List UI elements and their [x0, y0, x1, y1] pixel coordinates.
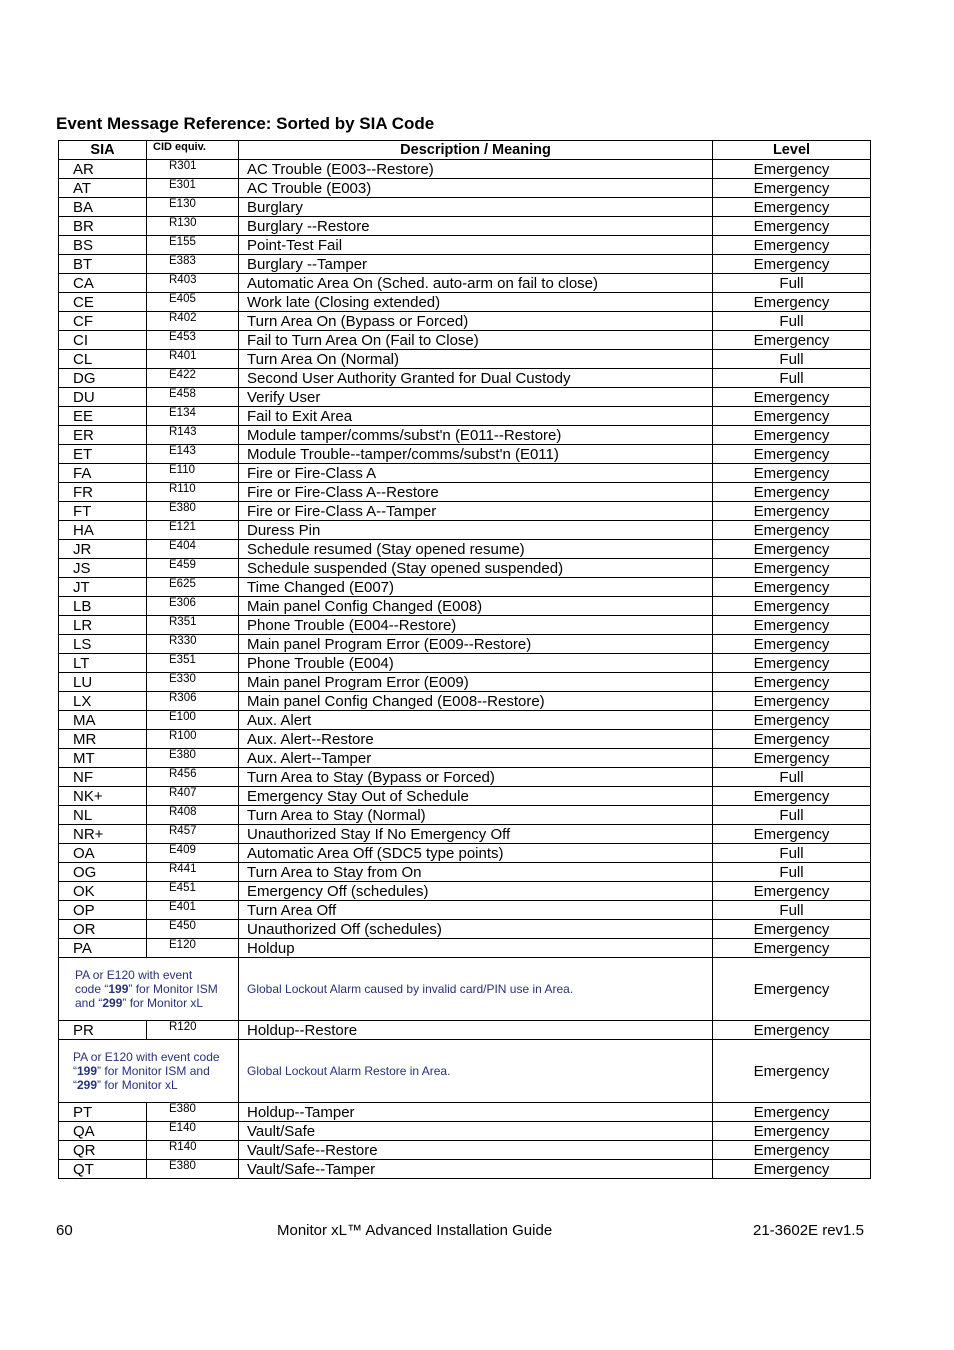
sia-code: HA	[59, 521, 147, 540]
description: Burglary	[239, 198, 713, 217]
cid-code: R100	[147, 730, 239, 749]
note-line: ” for Monitor xL	[97, 1078, 178, 1092]
level: Full	[713, 844, 871, 863]
sia-code: LX	[59, 692, 147, 711]
note-section-1	[59, 958, 871, 1021]
sia-code: JR	[59, 540, 147, 559]
cid-code: E458	[147, 388, 239, 407]
note-code: 199	[77, 1064, 98, 1078]
note-line: ” for Monitor ISM and	[97, 1064, 210, 1078]
note-line: ” for Monitor xL	[122, 996, 204, 1010]
description: Second User Authority Granted for Dual Custody	[239, 369, 713, 388]
sia-code: PA	[59, 939, 147, 958]
description: Point-Test Fail	[239, 236, 713, 255]
sia-code: AR	[59, 160, 147, 179]
note-line: and “	[75, 996, 103, 1010]
document-number: 21-3602E rev1.5	[753, 1222, 864, 1239]
level: Full	[713, 806, 871, 825]
cid-code: R402	[147, 312, 239, 331]
level: Emergency	[713, 1160, 871, 1179]
cid-code: R130	[147, 217, 239, 236]
level: Emergency	[713, 825, 871, 844]
description: Unauthorized Off (schedules)	[239, 920, 713, 939]
description: Main panel Config Changed (E008--Restore)	[239, 692, 713, 711]
cid-code: R140	[147, 1141, 239, 1160]
cid-code: E380	[147, 749, 239, 768]
table-row	[59, 559, 871, 578]
description: Holdup--Tamper	[239, 1103, 713, 1122]
cid-code: R120	[147, 1021, 239, 1040]
level: Emergency	[713, 654, 871, 673]
sia-code: CL	[59, 350, 147, 369]
level: Emergency	[713, 1021, 871, 1040]
table-row	[59, 293, 871, 312]
description: Fire or Fire-Class A--Restore	[239, 483, 713, 502]
sia-code: OP	[59, 901, 147, 920]
level: Emergency	[713, 730, 871, 749]
description: Vault/Safe--Tamper	[239, 1160, 713, 1179]
description: Automatic Area Off (SDC5 type points)	[239, 844, 713, 863]
sia-code: NF	[59, 768, 147, 787]
sia-code: QA	[59, 1122, 147, 1141]
note-code: 299	[77, 1078, 98, 1092]
cid-code: E401	[147, 901, 239, 920]
level: Emergency	[713, 179, 871, 198]
level: Emergency	[713, 1141, 871, 1160]
cid-code: R306	[147, 692, 239, 711]
table-row	[59, 692, 871, 711]
cid-code: R401	[147, 350, 239, 369]
table-row	[59, 1021, 871, 1040]
note-description: Global Lockout Alarm caused by invalid card/PIN use in Area.	[239, 958, 713, 1021]
level: Full	[713, 312, 871, 331]
table-row	[59, 198, 871, 217]
table-row	[59, 825, 871, 844]
sia-code: CI	[59, 331, 147, 350]
table-row	[59, 217, 871, 236]
cid-code: E120	[147, 939, 239, 958]
cid-code: R441	[147, 863, 239, 882]
table-row	[59, 578, 871, 597]
table-row	[59, 464, 871, 483]
page-number: 60	[56, 1222, 73, 1239]
cid-code: E380	[147, 502, 239, 521]
table-row	[59, 160, 871, 179]
description: Module Trouble--tamper/comms/subst'n (E011)	[239, 445, 713, 464]
sia-code: MR	[59, 730, 147, 749]
note-line: PA or E120 with event code	[73, 1050, 220, 1064]
description: Turn Area On (Normal)	[239, 350, 713, 369]
level: Emergency	[713, 502, 871, 521]
cid-code: E140	[147, 1122, 239, 1141]
level: Emergency	[713, 939, 871, 958]
table-row	[59, 1122, 871, 1141]
cid-code: R110	[147, 483, 239, 502]
table-row	[59, 920, 871, 939]
sia-code: BT	[59, 255, 147, 274]
level: Full	[713, 274, 871, 293]
header-description: Description / Meaning	[239, 141, 713, 160]
level: Emergency	[713, 464, 871, 483]
note-line: “	[73, 1064, 77, 1078]
sia-code: MT	[59, 749, 147, 768]
table-body	[59, 1103, 871, 1179]
cid-code: R408	[147, 806, 239, 825]
table-row	[59, 407, 871, 426]
table-row	[59, 274, 871, 293]
description: Duress Pin	[239, 521, 713, 540]
sia-code: JT	[59, 578, 147, 597]
page-title: Event Message Reference: Sorted by SIA Code	[56, 114, 435, 133]
cid-code: R407	[147, 787, 239, 806]
table-row-note	[59, 958, 871, 1021]
table-body	[59, 160, 871, 958]
level: Emergency	[713, 293, 871, 312]
table-row	[59, 787, 871, 806]
table-row	[59, 236, 871, 255]
table-row	[59, 255, 871, 274]
level: Emergency	[713, 445, 871, 464]
level: Emergency	[713, 521, 871, 540]
note-line: code “	[75, 982, 109, 996]
description: Phone Trouble (E004--Restore)	[239, 616, 713, 635]
sia-code: BA	[59, 198, 147, 217]
description: Emergency Stay Out of Schedule	[239, 787, 713, 806]
table-body	[59, 1021, 871, 1040]
level: Full	[713, 369, 871, 388]
sia-code: OA	[59, 844, 147, 863]
sia-code: JS	[59, 559, 147, 578]
description: Vault/Safe--Restore	[239, 1141, 713, 1160]
table-row	[59, 635, 871, 654]
level: Emergency	[713, 483, 871, 502]
description: Verify User	[239, 388, 713, 407]
description: Schedule suspended (Stay opened suspended)	[239, 559, 713, 578]
level: Emergency	[713, 597, 871, 616]
cid-code: E155	[147, 236, 239, 255]
sia-code: NK+	[59, 787, 147, 806]
note-line: “	[73, 1078, 77, 1092]
cid-code: R301	[147, 160, 239, 179]
header-level: Level	[713, 141, 871, 160]
table-row	[59, 369, 871, 388]
cid-code: E404	[147, 540, 239, 559]
sia-code: OG	[59, 863, 147, 882]
description: Turn Area to Stay from On	[239, 863, 713, 882]
level: Emergency	[713, 882, 871, 901]
sia-code: QR	[59, 1141, 147, 1160]
description: Fail to Exit Area	[239, 407, 713, 426]
table-row	[59, 616, 871, 635]
level: Emergency	[713, 198, 871, 217]
cid-code: E409	[147, 844, 239, 863]
table-row	[59, 445, 871, 464]
description: Emergency Off (schedules)	[239, 882, 713, 901]
sia-code: CA	[59, 274, 147, 293]
table-row	[59, 312, 871, 331]
description: Burglary --Restore	[239, 217, 713, 236]
event-reference-table	[58, 140, 871, 1179]
description: AC Trouble (E003--Restore)	[239, 160, 713, 179]
header-cid: CID equiv.	[147, 141, 239, 160]
level: Emergency	[713, 1122, 871, 1141]
table-row	[59, 901, 871, 920]
table-row	[59, 597, 871, 616]
description: Time Changed (E007)	[239, 578, 713, 597]
cid-code: E380	[147, 1160, 239, 1179]
description: AC Trouble (E003)	[239, 179, 713, 198]
cid-code: E351	[147, 654, 239, 673]
cid-code: E134	[147, 407, 239, 426]
level: Emergency	[713, 388, 871, 407]
table-row	[59, 749, 871, 768]
sia-code: OK	[59, 882, 147, 901]
cid-code: E459	[147, 559, 239, 578]
description: Fire or Fire-Class A	[239, 464, 713, 483]
sia-code: BR	[59, 217, 147, 236]
level: Emergency	[713, 540, 871, 559]
note-level: Emergency	[713, 1040, 871, 1103]
table-row	[59, 654, 871, 673]
table-row	[59, 426, 871, 445]
table-row	[59, 806, 871, 825]
table-row	[59, 521, 871, 540]
cid-code: E306	[147, 597, 239, 616]
level: Emergency	[713, 692, 871, 711]
description: Unauthorized Stay If No Emergency Off	[239, 825, 713, 844]
description: Fire or Fire-Class A--Tamper	[239, 502, 713, 521]
cid-code: E405	[147, 293, 239, 312]
level: Emergency	[713, 331, 871, 350]
cid-code: R351	[147, 616, 239, 635]
level: Emergency	[713, 635, 871, 654]
note-line: ” for Monitor ISM	[128, 982, 218, 996]
level: Emergency	[713, 578, 871, 597]
sia-code: FR	[59, 483, 147, 502]
note-cid-text	[59, 1040, 239, 1103]
table-row	[59, 768, 871, 787]
table-row	[59, 863, 871, 882]
description: Aux. Alert	[239, 711, 713, 730]
sia-code: FT	[59, 502, 147, 521]
table-row	[59, 730, 871, 749]
description: Automatic Area On (Sched. auto-arm on fail to close)	[239, 274, 713, 293]
table-row	[59, 179, 871, 198]
cid-code: E451	[147, 882, 239, 901]
note-level: Emergency	[713, 958, 871, 1021]
sia-code: AT	[59, 179, 147, 198]
description: Turn Area to Stay (Normal)	[239, 806, 713, 825]
sia-code: MA	[59, 711, 147, 730]
description: Burglary --Tamper	[239, 255, 713, 274]
sia-code: ET	[59, 445, 147, 464]
sia-code: BS	[59, 236, 147, 255]
cid-code: E383	[147, 255, 239, 274]
level: Emergency	[713, 616, 871, 635]
description: Holdup--Restore	[239, 1021, 713, 1040]
sia-code: QT	[59, 1160, 147, 1179]
level: Emergency	[713, 160, 871, 179]
table-row	[59, 1103, 871, 1122]
cid-code: E625	[147, 578, 239, 597]
sia-code: LU	[59, 673, 147, 692]
sia-code: LB	[59, 597, 147, 616]
cid-code: E130	[147, 198, 239, 217]
description: Main panel Program Error (E009)	[239, 673, 713, 692]
description: Main panel Config Changed (E008)	[239, 597, 713, 616]
sia-code: LT	[59, 654, 147, 673]
guide-title: Monitor xL™ Advanced Installation Guide	[277, 1222, 553, 1239]
table-row	[59, 350, 871, 369]
table-row	[59, 1141, 871, 1160]
sia-code: DG	[59, 369, 147, 388]
level: Full	[713, 901, 871, 920]
level: Emergency	[713, 749, 871, 768]
description: Module tamper/comms/subst'n (E011--Restore)	[239, 426, 713, 445]
sia-code: CF	[59, 312, 147, 331]
cid-code: E110	[147, 464, 239, 483]
note-line: PA or E120 with event	[75, 968, 193, 982]
sia-code: LR	[59, 616, 147, 635]
sia-code: NL	[59, 806, 147, 825]
level: Emergency	[713, 236, 871, 255]
description: Turn Area On (Bypass or Forced)	[239, 312, 713, 331]
sia-code: ER	[59, 426, 147, 445]
description: Aux. Alert--Tamper	[239, 749, 713, 768]
level: Emergency	[713, 920, 871, 939]
cid-code: E380	[147, 1103, 239, 1122]
table-row	[59, 711, 871, 730]
level: Emergency	[713, 673, 871, 692]
table-row	[59, 1160, 871, 1179]
description: Vault/Safe	[239, 1122, 713, 1141]
level: Emergency	[713, 426, 871, 445]
table-header-row	[59, 141, 871, 160]
cid-code: R143	[147, 426, 239, 445]
table-row	[59, 939, 871, 958]
cid-code: E143	[147, 445, 239, 464]
note-code: 299	[102, 996, 123, 1010]
sia-code: LS	[59, 635, 147, 654]
sia-code: NR+	[59, 825, 147, 844]
sia-code: OR	[59, 920, 147, 939]
sia-code: FA	[59, 464, 147, 483]
level: Emergency	[713, 1103, 871, 1122]
table-row	[59, 388, 871, 407]
note-code: 199	[108, 982, 129, 996]
note-section-2	[59, 1040, 871, 1103]
level: Emergency	[713, 787, 871, 806]
level: Emergency	[713, 407, 871, 426]
cid-code: R457	[147, 825, 239, 844]
cid-code: E121	[147, 521, 239, 540]
cid-code: E450	[147, 920, 239, 939]
cid-code: E100	[147, 711, 239, 730]
level: Full	[713, 768, 871, 787]
level: Emergency	[713, 559, 871, 578]
level: Emergency	[713, 217, 871, 236]
description: Phone Trouble (E004)	[239, 654, 713, 673]
level: Full	[713, 863, 871, 882]
level: Emergency	[713, 255, 871, 274]
description: Turn Area to Stay (Bypass or Forced)	[239, 768, 713, 787]
level: Emergency	[713, 711, 871, 730]
description: Work late (Closing extended)	[239, 293, 713, 312]
table-row	[59, 673, 871, 692]
table-row	[59, 331, 871, 350]
sia-code: DU	[59, 388, 147, 407]
cid-code: E422	[147, 369, 239, 388]
cid-code: E453	[147, 331, 239, 350]
sia-code: PR	[59, 1021, 147, 1040]
sia-code: EE	[59, 407, 147, 426]
table-row	[59, 882, 871, 901]
table-row	[59, 540, 871, 559]
description: Turn Area Off	[239, 901, 713, 920]
note-cid-text	[59, 958, 239, 1021]
sia-code: PT	[59, 1103, 147, 1122]
description: Fail to Turn Area On (Fail to Close)	[239, 331, 713, 350]
cid-code: R330	[147, 635, 239, 654]
table-row-note	[59, 1040, 871, 1103]
sia-code: CE	[59, 293, 147, 312]
table-row	[59, 502, 871, 521]
table-row	[59, 844, 871, 863]
description: Schedule resumed (Stay opened resume)	[239, 540, 713, 559]
level: Full	[713, 350, 871, 369]
description: Holdup	[239, 939, 713, 958]
cid-code: R456	[147, 768, 239, 787]
cid-code: R403	[147, 274, 239, 293]
cid-code: E330	[147, 673, 239, 692]
description: Aux. Alert--Restore	[239, 730, 713, 749]
description: Main panel Program Error (E009--Restore)	[239, 635, 713, 654]
cid-code: E301	[147, 179, 239, 198]
table-row	[59, 483, 871, 502]
note-description: Global Lockout Alarm Restore in Area.	[239, 1040, 713, 1103]
header-sia: SIA	[59, 141, 147, 160]
